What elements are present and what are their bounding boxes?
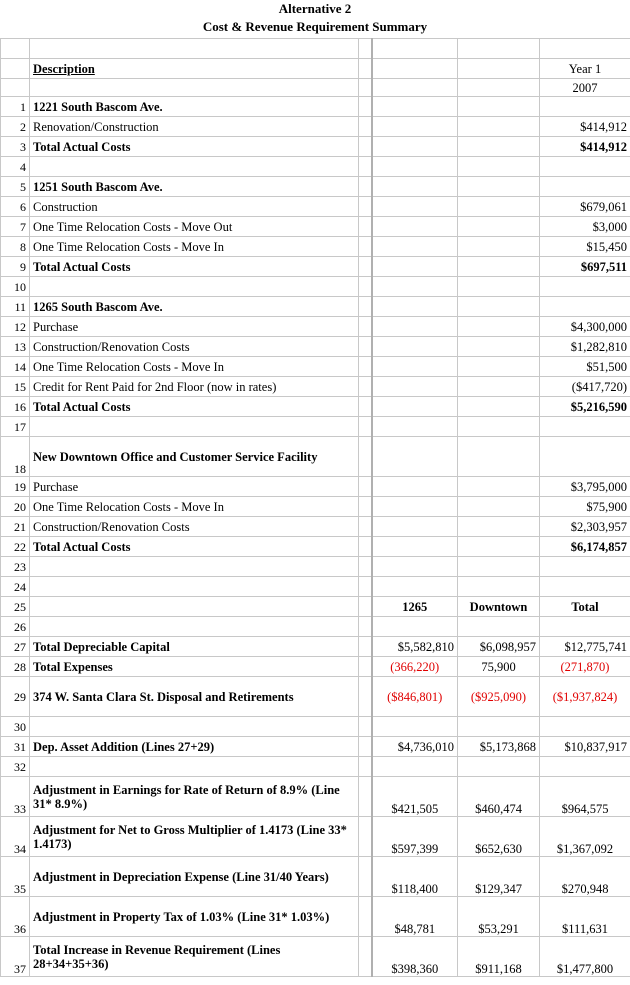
table-cell [30, 577, 359, 597]
row-label: 1221 South Bascom Ave. [30, 97, 359, 117]
table-cell [540, 577, 630, 597]
table-row [1, 197, 630, 217]
row-label: New Downtown Office and Customer Service Facility [30, 437, 359, 477]
row-value: $75,900 [540, 497, 630, 517]
row-label: Total Increase in Revenue Requirement (Lines 28+34+35+36) [30, 937, 359, 977]
line-number: 29 [1, 677, 30, 717]
line-number: 16 [1, 397, 30, 417]
table-cell [359, 277, 372, 297]
table-row [1, 577, 630, 597]
table-row [1, 537, 630, 557]
table-cell [540, 557, 630, 577]
table-cell [372, 537, 458, 557]
row-label: Total Actual Costs [30, 137, 359, 157]
table-cell [359, 217, 372, 237]
line-number: 8 [1, 237, 30, 257]
row-value: $414,912 [540, 137, 630, 157]
column-header-1265: 1265 [372, 597, 458, 617]
table-cell [359, 857, 372, 897]
table-cell [458, 217, 540, 237]
table-row [1, 717, 630, 737]
table-row [1, 237, 630, 257]
table-cell [540, 277, 630, 297]
table-cell [359, 757, 372, 777]
table-cell [359, 177, 372, 197]
table-row [1, 97, 630, 117]
table-cell [458, 557, 540, 577]
table-cell [359, 397, 372, 417]
table-cell [458, 497, 540, 517]
line-number: 18 [1, 437, 30, 477]
line-number: 37 [1, 937, 30, 977]
line-number: 19 [1, 477, 30, 497]
table-cell [372, 617, 458, 637]
table-cell [30, 557, 359, 577]
row-value: ($417,720) [540, 377, 630, 397]
value-downtown: $911,168 [458, 937, 540, 977]
table-cell [458, 39, 540, 59]
table-cell [372, 117, 458, 137]
line-number: 31 [1, 737, 30, 757]
table-cell [359, 97, 372, 117]
row-value: $2,303,957 [540, 517, 630, 537]
row-label: 1251 South Bascom Ave. [30, 177, 359, 197]
table-cell [1, 59, 30, 79]
column-header-total: Total [540, 597, 630, 617]
table-cell [372, 517, 458, 537]
table-cell [458, 257, 540, 277]
table-cell [372, 157, 458, 177]
table-cell [372, 317, 458, 337]
table-cell [458, 59, 540, 79]
row-label: Total Depreciable Capital [30, 637, 359, 657]
table-cell [359, 637, 372, 657]
row-label: Construction/Renovation Costs [30, 337, 359, 357]
value-total: $10,837,917 [540, 737, 630, 757]
table-cell [458, 157, 540, 177]
table-cell [458, 397, 540, 417]
table-cell [30, 717, 359, 737]
line-number: 4 [1, 157, 30, 177]
table-cell [458, 477, 540, 497]
value-downtown: $5,173,868 [458, 737, 540, 757]
line-number: 24 [1, 577, 30, 597]
table-cell [30, 417, 359, 437]
table-cell [359, 937, 372, 977]
row-label: Purchase [30, 477, 359, 497]
table-cell [540, 157, 630, 177]
table-cell [372, 39, 458, 59]
table-cell [372, 417, 458, 437]
table-cell [372, 79, 458, 97]
table-cell [359, 717, 372, 737]
line-number: 2 [1, 117, 30, 137]
table-cell [540, 97, 630, 117]
line-number: 26 [1, 617, 30, 637]
table-cell [359, 437, 372, 477]
table-cell [458, 337, 540, 357]
table-cell [30, 597, 359, 617]
line-number: 3 [1, 137, 30, 157]
table-row [1, 657, 630, 677]
table-row [1, 817, 630, 857]
row-label: Adjustment in Earnings for Rate of Return of 8.9% (Line 31* 8.9%) [30, 777, 359, 817]
value-total: $964,575 [540, 777, 630, 817]
line-number: 34 [1, 817, 30, 857]
row-label: Construction/Renovation Costs [30, 517, 359, 537]
row-label: 374 W. Santa Clara St. Disposal and Retirements [30, 677, 359, 717]
value-1265: $4,736,010 [372, 737, 458, 757]
value-total: $1,367,092 [540, 817, 630, 857]
table-row [1, 357, 630, 377]
table-cell [359, 477, 372, 497]
table-row [1, 277, 630, 297]
table-cell [30, 617, 359, 637]
line-number: 1 [1, 97, 30, 117]
table-row [1, 757, 630, 777]
table-row [1, 117, 630, 137]
line-number: 12 [1, 317, 30, 337]
table-cell [359, 777, 372, 817]
row-label: Total Expenses [30, 657, 359, 677]
line-number: 28 [1, 657, 30, 677]
row-label: Total Actual Costs [30, 397, 359, 417]
line-number: 21 [1, 517, 30, 537]
line-number: 9 [1, 257, 30, 277]
table-row [1, 397, 630, 417]
table-cell [359, 357, 372, 377]
table-cell [359, 617, 372, 637]
table-cell [540, 437, 630, 477]
table-cell [30, 39, 359, 59]
value-1265: $421,505 [372, 777, 458, 817]
table-cell [372, 477, 458, 497]
table-row [1, 497, 630, 517]
table-cell [359, 257, 372, 277]
value-1265: ($846,801) [372, 677, 458, 717]
year-value: 2007 [540, 79, 630, 97]
table-cell [458, 297, 540, 317]
table-cell [359, 337, 372, 357]
table-cell [372, 277, 458, 297]
table-cell [1, 39, 30, 59]
table-cell [359, 237, 372, 257]
row-label: Purchase [30, 317, 359, 337]
row-label: Dep. Asset Addition (Lines 27+29) [30, 737, 359, 757]
value-1265: $597,399 [372, 817, 458, 857]
line-number: 32 [1, 757, 30, 777]
table-cell [372, 397, 458, 417]
table-cell [372, 97, 458, 117]
table-cell [359, 59, 372, 79]
table-cell [540, 297, 630, 317]
value-total: $1,477,800 [540, 937, 630, 977]
row-label: One Time Relocation Costs - Move In [30, 497, 359, 517]
table-cell [458, 357, 540, 377]
table-cell [372, 297, 458, 317]
table-cell [359, 657, 372, 677]
line-number: 27 [1, 637, 30, 657]
row-label: Credit for Rent Paid for 2nd Floor (now in rates) [30, 377, 359, 397]
table-cell [359, 817, 372, 857]
year-label: Year 1 [540, 59, 630, 79]
table-cell [359, 157, 372, 177]
table-cell [372, 757, 458, 777]
table-cell [359, 137, 372, 157]
value-downtown: $652,630 [458, 817, 540, 857]
table-cell [540, 757, 630, 777]
table-cell [372, 377, 458, 397]
table-row [1, 437, 630, 477]
table-row [1, 557, 630, 577]
table-cell [540, 417, 630, 437]
line-number: 15 [1, 377, 30, 397]
table-cell [458, 97, 540, 117]
table-row [1, 617, 630, 637]
line-number: 7 [1, 217, 30, 237]
table-cell [540, 177, 630, 197]
table-cell [359, 197, 372, 217]
row-label: One Time Relocation Costs - Move In [30, 357, 359, 377]
table-cell [359, 897, 372, 937]
table-cell [458, 177, 540, 197]
row-label: Renovation/Construction [30, 117, 359, 137]
table-row [1, 79, 630, 97]
table-cell [372, 237, 458, 257]
table-cell [540, 617, 630, 637]
table-cell [30, 757, 359, 777]
table-row [1, 777, 630, 817]
table-row [1, 297, 630, 317]
table-row [1, 477, 630, 497]
line-number: 33 [1, 777, 30, 817]
table-row [1, 637, 630, 657]
table-cell [458, 417, 540, 437]
value-total: $12,775,741 [540, 637, 630, 657]
value-total: $111,631 [540, 897, 630, 937]
table-cell [458, 617, 540, 637]
table-cell [30, 79, 359, 97]
table-cell [372, 59, 458, 79]
line-number: 35 [1, 857, 30, 897]
line-number: 17 [1, 417, 30, 437]
table-row [1, 737, 630, 757]
row-value: $5,216,590 [540, 397, 630, 417]
row-label: Adjustment in Property Tax of 1.03% (Line 31* 1.03%) [30, 897, 359, 937]
table-cell [359, 737, 372, 757]
table-row [1, 857, 630, 897]
table-cell [372, 437, 458, 477]
table-cell [372, 577, 458, 597]
line-number: 22 [1, 537, 30, 557]
table-row [1, 897, 630, 937]
table-cell [359, 497, 372, 517]
table-cell [359, 117, 372, 137]
table-cell [372, 337, 458, 357]
table-cell [372, 197, 458, 217]
line-number: 23 [1, 557, 30, 577]
table-cell [1, 79, 30, 97]
value-downtown: $53,291 [458, 897, 540, 937]
row-label: One Time Relocation Costs - Move Out [30, 217, 359, 237]
row-value: $414,912 [540, 117, 630, 137]
line-number: 20 [1, 497, 30, 517]
table-cell [458, 79, 540, 97]
table-cell [359, 557, 372, 577]
table-cell [458, 197, 540, 217]
row-value: $15,450 [540, 237, 630, 257]
line-number: 36 [1, 897, 30, 937]
table-row [1, 417, 630, 437]
table-cell [359, 677, 372, 717]
table-cell [30, 157, 359, 177]
table-row [1, 177, 630, 197]
row-value: $3,795,000 [540, 477, 630, 497]
table-cell [359, 297, 372, 317]
line-number: 5 [1, 177, 30, 197]
table-row [1, 317, 630, 337]
row-label: Adjustment in Depreciation Expense (Line 31/40 Years) [30, 857, 359, 897]
table-cell [458, 537, 540, 557]
table-cell [458, 577, 540, 597]
table-cell [359, 317, 372, 337]
row-value: $4,300,000 [540, 317, 630, 337]
table-row [1, 517, 630, 537]
value-1265: $118,400 [372, 857, 458, 897]
value-downtown: $460,474 [458, 777, 540, 817]
table-cell [359, 517, 372, 537]
table-cell [372, 177, 458, 197]
line-number: 14 [1, 357, 30, 377]
table-row [1, 137, 630, 157]
table-cell [359, 79, 372, 97]
table-cell [359, 577, 372, 597]
value-1265: $398,360 [372, 937, 458, 977]
table-row [1, 377, 630, 397]
table-cell [359, 597, 372, 617]
row-value: $51,500 [540, 357, 630, 377]
value-1265: (366,220) [372, 657, 458, 677]
value-downtown: $129,347 [458, 857, 540, 897]
table-cell [458, 757, 540, 777]
table-cell [359, 537, 372, 557]
column-header-downtown: Downtown [458, 597, 540, 617]
line-number: 11 [1, 297, 30, 317]
table-row [1, 217, 630, 237]
title-summary: Cost & Revenue Requirement Summary [202, 19, 428, 34]
line-number: 6 [1, 197, 30, 217]
table-cell [372, 717, 458, 737]
table-cell [372, 257, 458, 277]
table-cell [359, 39, 372, 59]
table-row [1, 677, 630, 717]
table-row [1, 257, 630, 277]
table-cell [458, 377, 540, 397]
value-total: $270,948 [540, 857, 630, 897]
table-cell [359, 377, 372, 397]
row-label: Adjustment for Net to Gross Multiplier of 1.4173 (Line 33* 1.4173) [30, 817, 359, 857]
line-number: 25 [1, 597, 30, 617]
table-cell [372, 357, 458, 377]
table-cell [458, 117, 540, 137]
row-label: Total Actual Costs [30, 257, 359, 277]
row-label: Total Actual Costs [30, 537, 359, 557]
row-value: $697,511 [540, 257, 630, 277]
table-cell [540, 717, 630, 737]
row-label: 1265 South Bascom Ave. [30, 297, 359, 317]
table-cell [458, 717, 540, 737]
value-1265: $48,781 [372, 897, 458, 937]
title-alternative: Alternative 2 [278, 1, 352, 16]
value-total: ($1,937,824) [540, 677, 630, 717]
row-label: One Time Relocation Costs - Move In [30, 237, 359, 257]
table-row [1, 597, 630, 617]
table-cell [359, 417, 372, 437]
table-cell [372, 137, 458, 157]
value-1265: $5,582,810 [372, 637, 458, 657]
line-number: 30 [1, 717, 30, 737]
row-label: Construction [30, 197, 359, 217]
value-downtown: ($925,090) [458, 677, 540, 717]
table-cell [458, 517, 540, 537]
table-row [1, 59, 630, 79]
table-row [1, 937, 630, 977]
table-cell [458, 237, 540, 257]
table-cell [458, 317, 540, 337]
line-number: 13 [1, 337, 30, 357]
table-row [1, 39, 630, 59]
row-value: $6,174,857 [540, 537, 630, 557]
table-row [1, 157, 630, 177]
table-cell [458, 137, 540, 157]
table-cell [30, 277, 359, 297]
row-value: $3,000 [540, 217, 630, 237]
line-number: 10 [1, 277, 30, 297]
value-downtown: $6,098,957 [458, 637, 540, 657]
table-cell [372, 557, 458, 577]
value-total: (271,870) [540, 657, 630, 677]
row-value: $679,061 [540, 197, 630, 217]
table-row [1, 337, 630, 357]
table-cell [458, 437, 540, 477]
row-value: $1,282,810 [540, 337, 630, 357]
table-cell [458, 277, 540, 297]
table-cell [372, 217, 458, 237]
description-header: Description [30, 59, 359, 79]
table-cell [540, 39, 630, 59]
value-downtown: 75,900 [458, 657, 540, 677]
summary-table [0, 38, 630, 977]
table-cell [372, 497, 458, 517]
